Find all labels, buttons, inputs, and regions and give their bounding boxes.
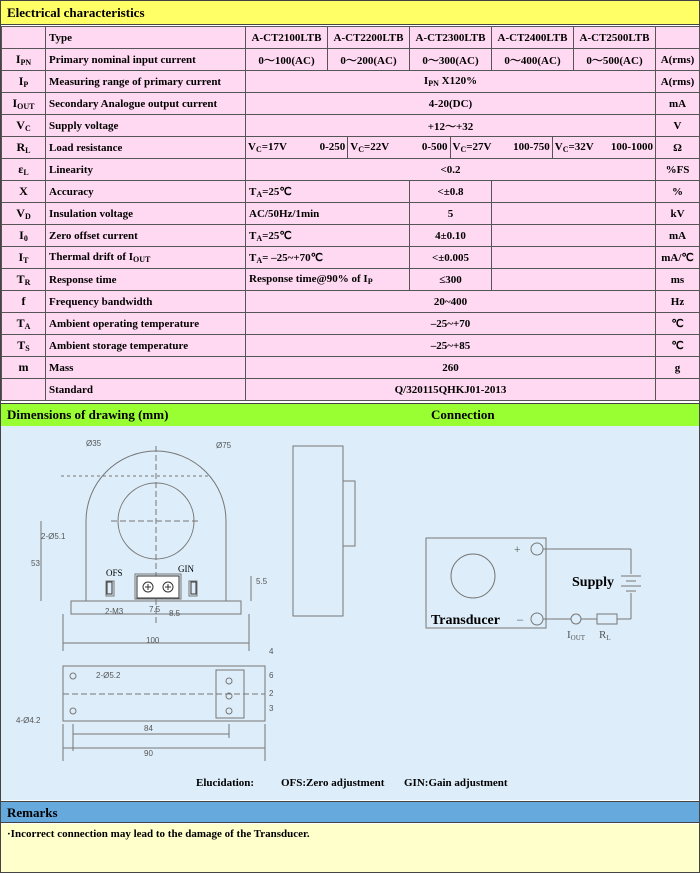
side-view [293, 446, 355, 616]
value: 4±0.10 [410, 225, 492, 247]
value: 260 [246, 357, 656, 379]
symbol: $\varepsilon_L$ [2, 159, 46, 181]
parameter-name: Response time [46, 269, 246, 291]
value: $I_{PN}$ X120% [246, 71, 656, 93]
value: 0～300(AC) [410, 49, 492, 71]
value: –25~+85 [246, 335, 656, 357]
table-row [2, 181, 700, 203]
parameter-name: Ambient operating temperature [46, 313, 246, 335]
value: 0～500(AC) [574, 49, 656, 71]
parameter-name: Measuring range of primary current [46, 71, 246, 93]
remarks-text: ·Incorrect connection may lead to the damage of the Transducer. [7, 828, 310, 840]
value: 0～100(AC) [246, 49, 328, 71]
dim-label: Ø75 [216, 441, 232, 450]
symbol: $T_A$ [2, 313, 46, 335]
unit: mA/℃ [656, 247, 700, 269]
connection-terminals [514, 544, 524, 626]
dim-label: 7.5 [149, 605, 161, 614]
condition: AC/50Hz/1min [246, 203, 410, 225]
model-name: A-CT2300LTB [410, 27, 492, 49]
parameter-name: Load resistance [46, 137, 246, 159]
dim-label: 84 [144, 724, 153, 733]
model-name: A-CT2200LTB [328, 27, 410, 49]
value: –25~+70 [246, 313, 656, 335]
load-cell: $V_C=32V$ 100-1000 [554, 141, 653, 154]
symbol: $I_P$ [2, 71, 46, 93]
value: <0.2 [246, 159, 656, 181]
parameter-name: Secondary Analogue output current [46, 93, 246, 115]
table-row [2, 93, 700, 115]
parameter-name: Supply voltage [46, 115, 246, 137]
unit: A(rms) [656, 71, 700, 93]
electrical-characteristics-header: Electrical characteristics [1, 1, 699, 25]
dim-label: Ø35 [86, 439, 102, 448]
load-cell: $V_C=27V$ 100-750 [451, 137, 553, 158]
table-row [2, 115, 700, 137]
front-view [41, 446, 251, 651]
dim-label: 90 [144, 749, 153, 758]
table-row [2, 291, 700, 313]
table-row [2, 247, 700, 269]
parameter-name: Thermal drift of $I_{OUT}$ [46, 247, 246, 269]
dim-label: 2 [269, 689, 274, 698]
terminal-block [107, 576, 196, 598]
symbol: $T_R$ [2, 269, 46, 291]
parameter-name: Linearity [46, 159, 246, 181]
connection-sublabels [567, 629, 611, 642]
value: ≤300 [410, 269, 492, 291]
gin-label: GIN [178, 564, 194, 574]
table-row [2, 71, 700, 93]
dim-label: 2-Ø5.1 [41, 532, 66, 541]
parameter-name: Primary nominal input current [46, 49, 246, 71]
dim-label: 4-Ø4.2 [16, 716, 41, 725]
load-resistance-values [246, 137, 656, 159]
condition: $T_A=25℃$ [246, 181, 410, 203]
type-label: Type [46, 27, 246, 49]
elucidation-label: Elucidation: [196, 777, 255, 789]
table-row [2, 357, 700, 379]
plus-sign: + [514, 544, 521, 556]
load-cell: $V_C=22V$ 0-500 [348, 137, 450, 158]
symbol: $R_L$ [2, 137, 46, 159]
unit: Ω [656, 137, 700, 159]
table-row [2, 49, 700, 71]
unit: ms [656, 269, 700, 291]
parameter-name: Ambient storage temperature [46, 335, 246, 357]
parameter-name: Accuracy [46, 181, 246, 203]
symbol: $I_{OUT}$ [2, 93, 46, 115]
dim-label: 3 [269, 704, 274, 713]
unit: Hz [656, 291, 700, 313]
symbol: $I_0$ [2, 225, 46, 247]
symbol: $V_D$ [2, 203, 46, 225]
elucidation-ofs: OFS:Zero adjustment [281, 777, 385, 789]
value: <±0.005 [410, 247, 492, 269]
connection-title: Connection [431, 407, 495, 422]
unit: %FS [656, 159, 700, 181]
table-row [2, 379, 700, 401]
table-row [2, 203, 700, 225]
dim-label: 100 [146, 636, 160, 645]
condition: $T_A=25℃$ [246, 225, 410, 247]
value: 20~400 [246, 291, 656, 313]
transducer-label: Transducer [431, 613, 500, 628]
parameter-name: Insulation voltage [46, 203, 246, 225]
dim-label: 6 [269, 671, 274, 680]
table-row [2, 27, 700, 49]
remarks-body [1, 824, 699, 872]
dim-label: 8.5 [169, 609, 181, 618]
value: +12～+32 [246, 115, 656, 137]
value: <±0.8 [410, 181, 492, 203]
parameter-name: Zero offset current [46, 225, 246, 247]
table-row [2, 269, 700, 291]
rl-label: RL [599, 629, 611, 642]
condition: Response time@90% of $I_P$ [246, 269, 410, 291]
value: Q/320115QHKJ01-2013 [246, 379, 656, 401]
symbol: $I_T$ [2, 247, 46, 269]
spec-table [1, 26, 700, 401]
dimensions-title: Dimensions of drawing (mm) [7, 407, 169, 422]
symbol: $T_S$ [2, 335, 46, 357]
symbol: m [2, 357, 46, 379]
parameter-name: Standard [46, 379, 246, 401]
drawing-connection-header [1, 403, 699, 427]
table-row [2, 225, 700, 247]
unit: mA [656, 225, 700, 247]
dim-label: 2-Ø5.2 [96, 671, 121, 680]
unit: ℃ [656, 313, 700, 335]
model-name: A-CT2500LTB [574, 27, 656, 49]
bottom-view [63, 666, 265, 761]
unit: g [656, 357, 700, 379]
iout-label: IOUT [567, 629, 586, 642]
symbol: f [2, 291, 46, 313]
table-row [2, 159, 700, 181]
unit: A(rms) [656, 49, 700, 71]
supply-label: Supply [572, 575, 615, 590]
value: 4-20(DC) [246, 93, 656, 115]
model-name: A-CT2100LTB [246, 27, 328, 49]
parameter-name: Mass [46, 357, 246, 379]
load-cell: $V_C=17V$ 0-250 [246, 137, 348, 158]
drawing-area [1, 426, 699, 800]
symbol: X [2, 181, 46, 203]
elucidation-gin: GIN:Gain adjustment [404, 777, 508, 789]
symbol: $I_{PN}$ [2, 49, 46, 71]
remarks-header: Remarks [1, 801, 699, 823]
table-row [2, 137, 700, 159]
condition: $T_A=$ –25~+70℃ [246, 247, 410, 269]
dim-label: 5.5 [256, 577, 268, 586]
unit: % [656, 181, 700, 203]
parameter-name: Frequency bandwidth [46, 291, 246, 313]
unit: V [656, 115, 700, 137]
table-row [2, 335, 700, 357]
dim-label: 4 [269, 647, 274, 656]
dim-label: 53 [31, 559, 40, 568]
ofs-label: OFS [106, 568, 123, 578]
unit: mA [656, 93, 700, 115]
table-row [2, 313, 700, 335]
value: 5 [410, 203, 492, 225]
value: 0～200(AC) [328, 49, 410, 71]
model-name: A-CT2400LTB [492, 27, 574, 49]
dimension-drawing [1, 426, 699, 800]
minus-sign: – [517, 614, 524, 626]
value: 0～400(AC) [492, 49, 574, 71]
symbol: $V_C$ [2, 115, 46, 137]
bottom-view-dims [16, 647, 274, 758]
unit: kV [656, 203, 700, 225]
unit: ℃ [656, 335, 700, 357]
dim-label: 2-M3 [105, 607, 124, 616]
